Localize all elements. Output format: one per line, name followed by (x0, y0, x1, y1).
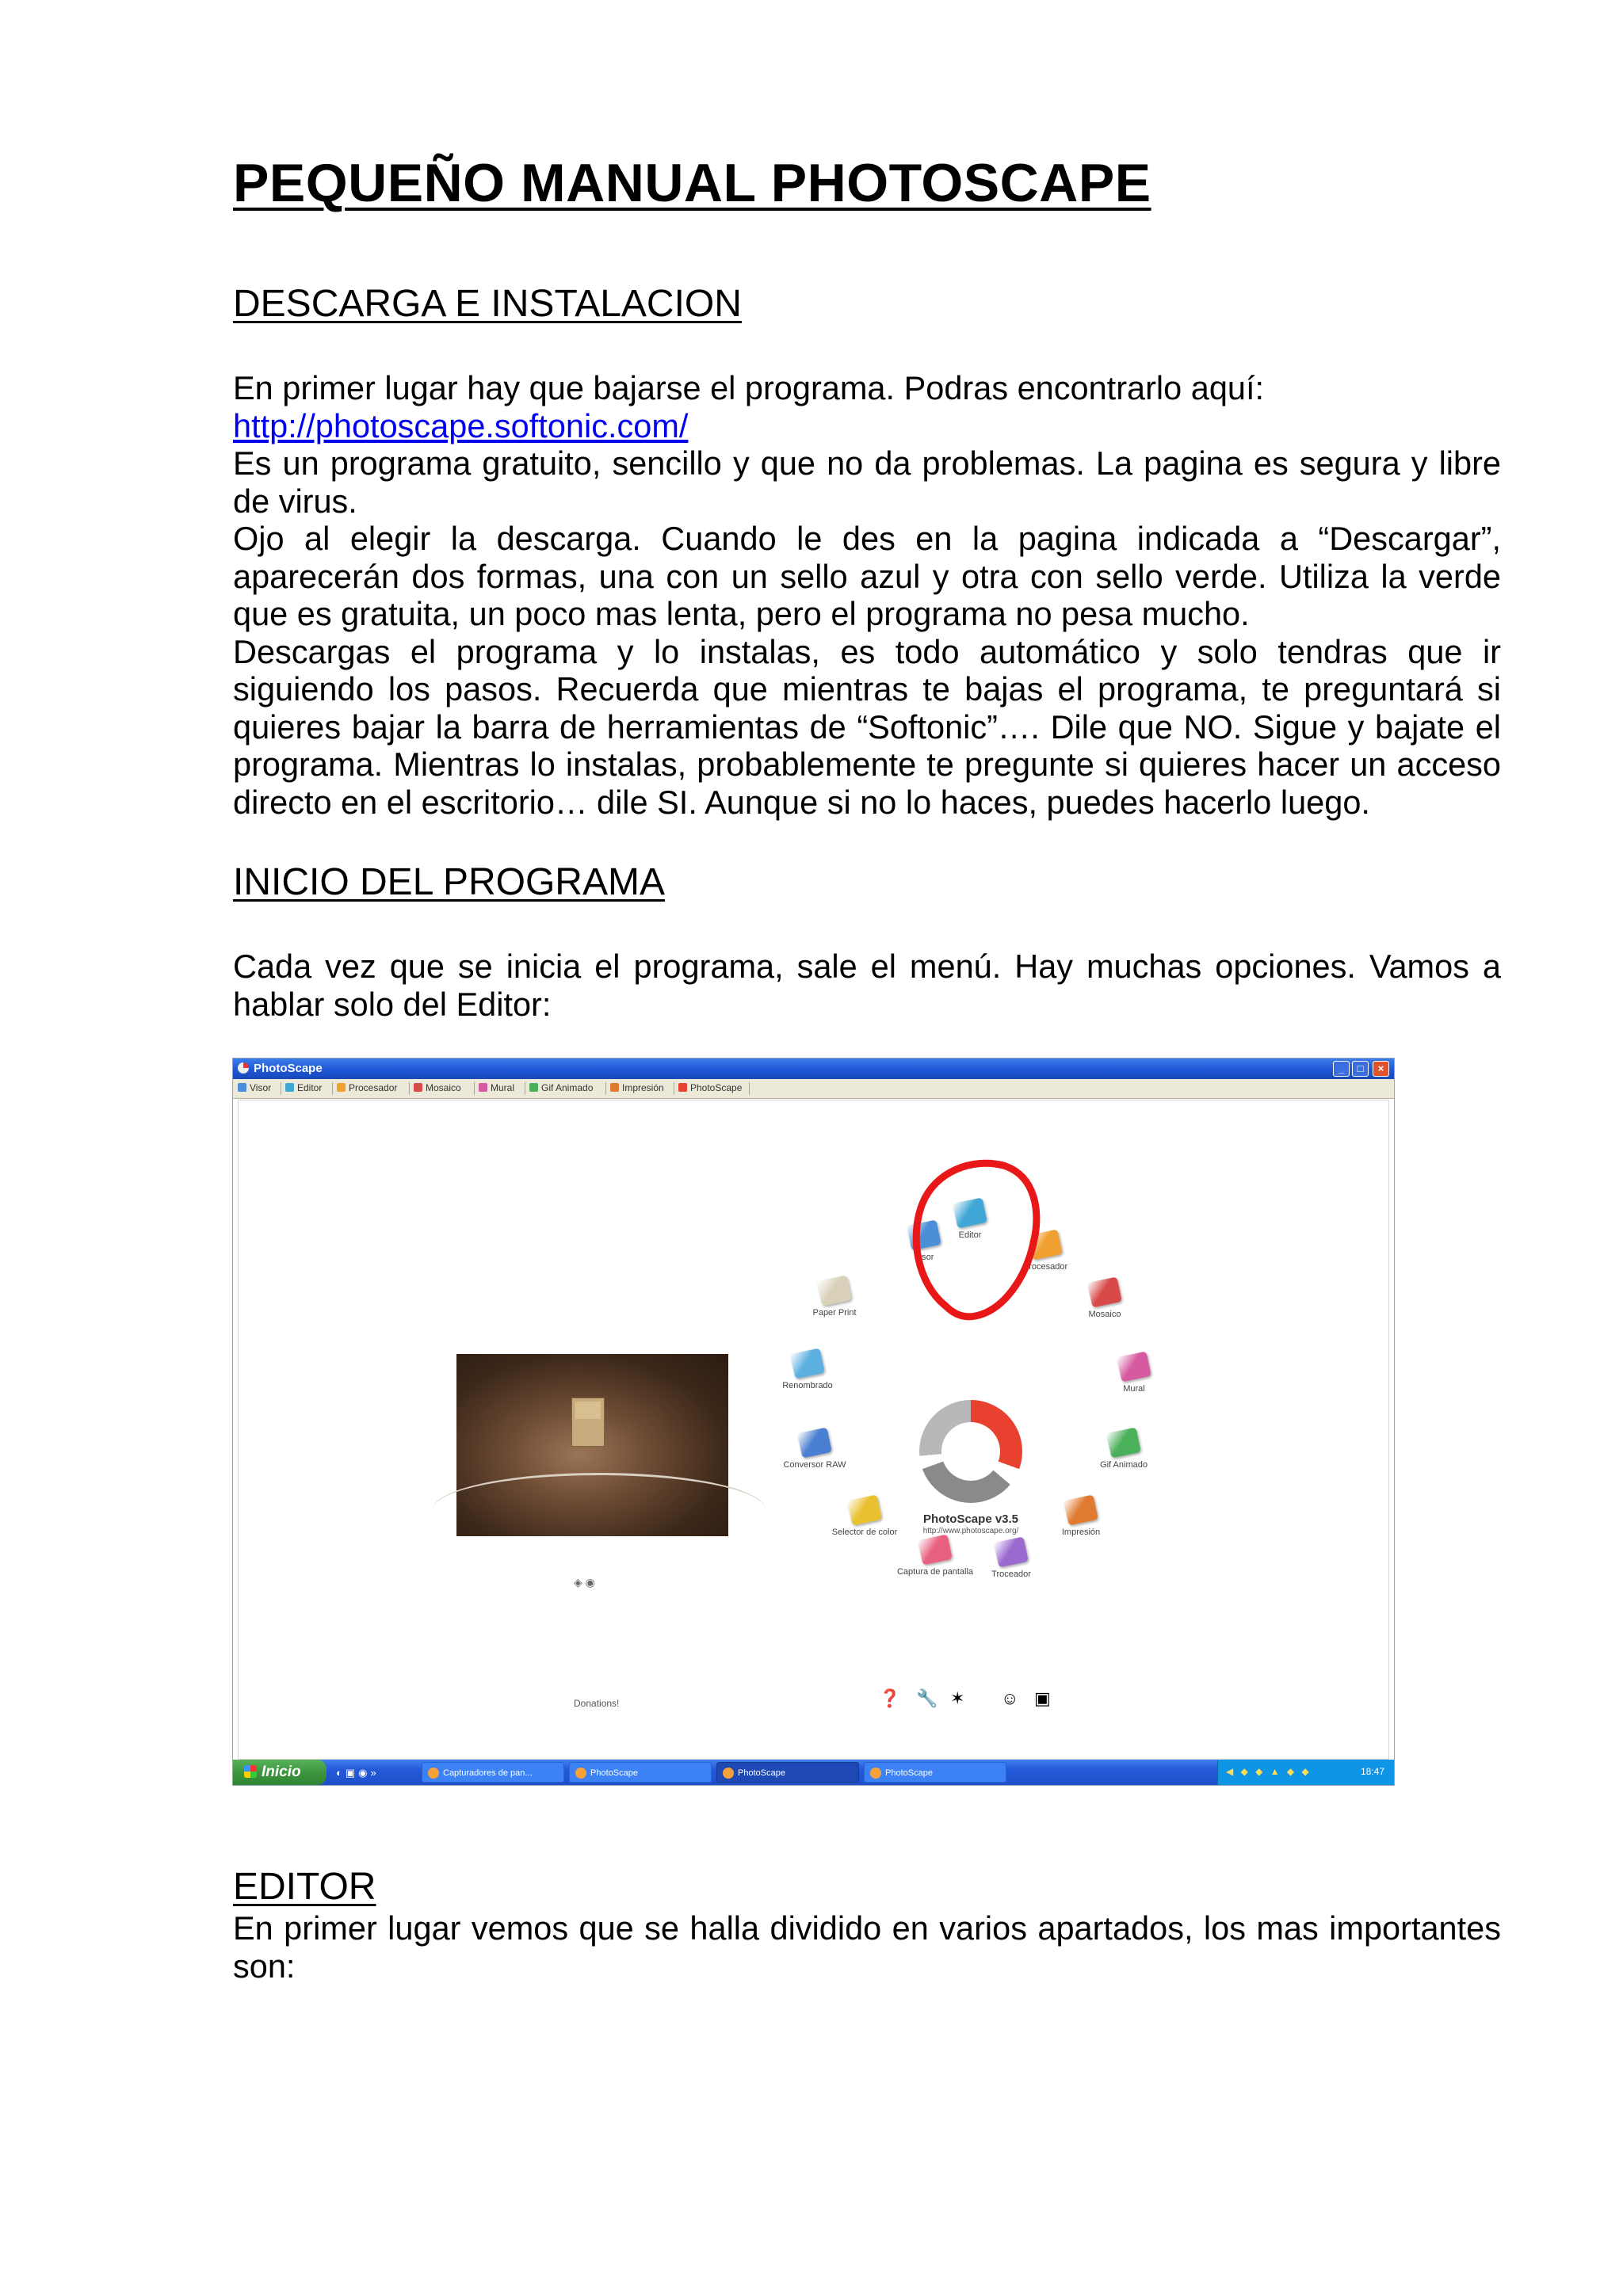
clock: 18:47 (1360, 1766, 1384, 1777)
launcher-content (238, 1100, 1389, 1760)
section-heading-inicio: INICIO DEL PROGRAMA (233, 861, 665, 903)
photoscape-logo (919, 1400, 1022, 1503)
window-title: PhotoScape (254, 1062, 323, 1075)
taskbar-button[interactable]: PhotoScape (864, 1762, 1006, 1783)
wheel-item-label[interactable]: Selector de color (831, 1527, 898, 1537)
window-titlebar (233, 1058, 1394, 1079)
photoscape-app-icon (238, 1062, 249, 1074)
editor-icon (285, 1083, 294, 1092)
tab-gif-animado[interactable]: Gif Animado (529, 1082, 593, 1093)
wheel-item-label[interactable]: Visor (914, 1253, 934, 1262)
start-button[interactable]: Inicio (233, 1760, 327, 1785)
tab-impresion[interactable]: Impresión (610, 1082, 664, 1093)
wheel-item-icon[interactable] (918, 1534, 953, 1565)
taskbar-button[interactable]: PhotoScape (716, 1762, 859, 1783)
donations-link[interactable]: Donations! (574, 1698, 620, 1709)
wheel-item-label[interactable]: Paper Print (812, 1308, 857, 1318)
system-tray (1217, 1760, 1394, 1785)
procesador-icon (337, 1083, 346, 1092)
close-button[interactable]: × (1373, 1061, 1389, 1077)
red-highlight-circle (900, 1148, 1051, 1330)
wheel-item-icon[interactable] (790, 1348, 825, 1379)
windows-taskbar (233, 1760, 1394, 1785)
mural-icon (479, 1083, 487, 1092)
wheel-item-label[interactable]: Impresión (1061, 1527, 1101, 1537)
taskbar-button[interactable]: Capturadores de pan... (422, 1762, 564, 1783)
paragraph-text: En primer lugar hay que bajarse el programa. Podras encontrarlo aquí: (233, 369, 1265, 406)
maximize-button[interactable]: □ (1352, 1061, 1369, 1077)
section-heading-editor: EDITOR (233, 1866, 376, 1908)
paragraph-text: Ojo al elegir la descarga. Cuando le des en la pagina indicada a “Descargar”, aparecerán dos formas, una con un sello azul y otra con sello verde. Utiliza la verde que es gratuita, un poco mas lenta, pero el programa no pesa mucho. (233, 520, 1501, 632)
gif-animado-icon (529, 1083, 538, 1092)
taskbar-button[interactable]: PhotoScape (569, 1762, 712, 1783)
photo-nav-icons[interactable]: ◈ ◉ (574, 1576, 595, 1589)
wheel-item-icon[interactable] (817, 1275, 852, 1306)
minimize-button[interactable]: _ (1333, 1061, 1350, 1077)
quick-launch[interactable]: ◐▣◉» (336, 1767, 380, 1779)
photoscape-icon (678, 1083, 687, 1092)
wheel-item-icon[interactable] (797, 1427, 832, 1458)
wheel-item-label[interactable]: Mosaico (1088, 1310, 1121, 1319)
tab-bar (233, 1079, 1394, 1099)
star-icon[interactable]: ✶ (950, 1688, 965, 1708)
paragraph-inicio: Cada vez que se inicia el programa, sale el menú. Hay muchas opciones. Vamos a hablar solo del Editor: (233, 948, 1501, 1023)
sample-photo (456, 1354, 728, 1536)
tab-mosaico[interactable]: Mosaico (414, 1082, 461, 1093)
tab-photoscape[interactable]: PhotoScape (678, 1082, 742, 1093)
visor-icon (238, 1083, 246, 1092)
wheel-item-label[interactable]: Procesador (1022, 1262, 1068, 1272)
tab-editor[interactable]: Editor (285, 1082, 322, 1093)
photoscape-screenshot (233, 1058, 1394, 1785)
wheel-item-label[interactable]: Renombrado (782, 1381, 833, 1390)
help-icon[interactable]: ❓ (879, 1688, 901, 1708)
tab-mural[interactable]: Mural (479, 1082, 514, 1093)
paragraph-descarga (233, 369, 1501, 821)
wheel-item-label[interactable]: Gif Animado (1100, 1460, 1148, 1470)
wheel-item-label[interactable]: Troceador (991, 1569, 1031, 1579)
paragraph-text: Descargas el programa y lo instalas, es todo automático y solo tendras que ir siguiendo los pasos. Recuerda que mientras te bajas el programa, te preguntará si quieres bajar la barra de herramientas de “Softonic”…. Dile que NO. Sigue y bajate el programa. Mientras lo instalas, probablemente te pregunte si quieres hacer un acceso directo en el escritorio… dile SI. Aunque si no lo haces, puedes hacerlo luego. (233, 632, 1501, 821)
paragraph-text: Es un programa gratuito, sencillo y que no da problemas. La pagina es segura y libre de virus. (233, 444, 1501, 520)
wheel-item-label[interactable]: Mural (1123, 1384, 1145, 1394)
wheel-item-icon[interactable] (1106, 1427, 1141, 1458)
wheel-item-icon[interactable] (1064, 1494, 1098, 1525)
softonic-link[interactable]: http://photoscape.softonic.com/ (233, 406, 689, 444)
wheel-item-icon[interactable] (847, 1494, 882, 1525)
section-heading-descarga: DESCARGA E INSTALACION (233, 283, 742, 325)
impresion-icon (610, 1083, 619, 1092)
wheel-item-label[interactable]: Conversor RAW (783, 1460, 846, 1470)
tab-visor[interactable]: Visor (238, 1082, 271, 1093)
document-title: PEQUEÑO MANUAL PHOTOSCAPE (233, 153, 1151, 213)
tools-icon[interactable]: 🔧 (916, 1688, 938, 1708)
tab-procesador[interactable]: Procesador (337, 1082, 397, 1093)
tray-icons[interactable]: ◀ ◆ ◆ ▲ ◆ ◆ (1226, 1766, 1312, 1777)
people-icon[interactable]: ☺ (1001, 1688, 1019, 1708)
wheel-item-icon[interactable] (1087, 1276, 1122, 1307)
paragraph-editor: En primer lugar vemos que se halla dividido en varios apartados, los mas importantes son: (233, 1909, 1501, 1985)
logo-url: http://www.photoscape.org/ (922, 1527, 1019, 1535)
wheel-item-icon[interactable] (1117, 1351, 1151, 1382)
wheel-item-label[interactable]: Captura de pantalla (896, 1567, 974, 1577)
monitor-icon[interactable]: ▣ (1034, 1688, 1051, 1708)
wheel-item-label[interactable]: Editor (958, 1230, 982, 1240)
logo-title: PhotoScape v3.5 (922, 1512, 1019, 1526)
windows-flag-icon (244, 1765, 257, 1778)
mosaico-icon (414, 1083, 422, 1092)
wheel-item-icon[interactable] (994, 1536, 1029, 1567)
